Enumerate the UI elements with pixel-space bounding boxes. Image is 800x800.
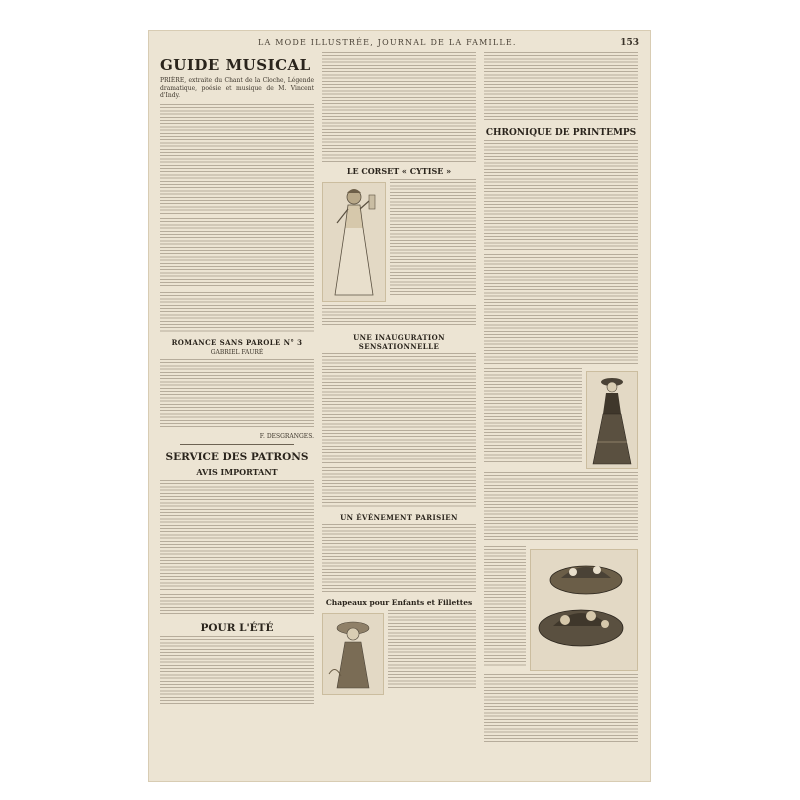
- column-middle: [322, 52, 476, 698]
- pour-l-ete-title: POUR L'ÉTÉ: [200, 621, 274, 634]
- col2-top-body: [322, 52, 476, 162]
- corset-body-2: [322, 305, 476, 327]
- signature: F. DESGRANGES.: [259, 432, 314, 440]
- chronique-title: CHRONIQUE DE PRINTEMPS: [485, 128, 637, 138]
- romance-author: GABRIEL FAURÉ: [210, 348, 264, 356]
- avis-important-subtitle: AVIS IMPORTANT: [196, 466, 278, 477]
- chronique-body-5: [484, 546, 526, 666]
- lady-in-dress-figure-icon: [586, 371, 638, 469]
- column-left: [160, 52, 314, 710]
- service-body-2: [160, 594, 314, 616]
- service-des-patrons-title: SERVICE DES PATRONS: [165, 450, 309, 463]
- woman-corset-figure-icon: [322, 182, 386, 302]
- chronique-body-6: [484, 674, 638, 744]
- column-right: [484, 52, 638, 748]
- inauguration-body-2: [322, 467, 476, 507]
- inauguration-body: [322, 353, 476, 463]
- chapeaux-section: [322, 610, 476, 698]
- inauguration-title: UNE INAUGURATION SENSATIONNELLE: [353, 333, 445, 351]
- chronique-body-4: [484, 472, 638, 542]
- guide-musical-body: [160, 104, 314, 214]
- chronique-hats-section: [484, 546, 638, 674]
- chronique-lady-section: [484, 368, 638, 472]
- corset-body: [390, 179, 476, 297]
- page-number: 153: [620, 38, 639, 48]
- guide-musical-intro: PRIÈRE, extraite du Chant de la Cloche, Légende dramatique, poésie et musique de M. Vincent d'Indy.: [160, 77, 314, 99]
- col3-top-body: [484, 52, 638, 122]
- guide-musical-body-2: [160, 218, 314, 288]
- pour-l-ete-body: [160, 636, 314, 706]
- newspaper-page: [148, 30, 651, 782]
- child-with-hat-figure-icon: [322, 613, 384, 695]
- corset-section: [322, 179, 476, 305]
- guide-musical-body-3: [160, 292, 314, 332]
- page-header: [148, 38, 651, 50]
- chronique-body: [484, 140, 638, 250]
- romance-title: ROMANCE SANS PAROLE N° 3: [171, 337, 303, 347]
- divider: [180, 444, 294, 445]
- hats-still-life-icon: [530, 549, 638, 671]
- guide-musical-title: GUIDE MUSICAL: [160, 56, 311, 74]
- evenement-title: UN ÉVÉNEMENT PARISIEN: [340, 513, 458, 522]
- chapeaux-body: [388, 610, 476, 690]
- service-body: [160, 480, 314, 590]
- chapeaux-title: Chapeaux pour Enfants et Fillettes: [325, 598, 473, 607]
- romance-body: [160, 359, 314, 429]
- chronique-body-3: [484, 368, 582, 464]
- running-head: LA MODE ILLUSTRÉE, JOURNAL DE LA FAMILLE.: [258, 38, 517, 47]
- chronique-body-2: [484, 254, 638, 364]
- evenement-body: [322, 524, 476, 594]
- corset-title: LE CORSET « CYTISE »: [346, 166, 452, 176]
